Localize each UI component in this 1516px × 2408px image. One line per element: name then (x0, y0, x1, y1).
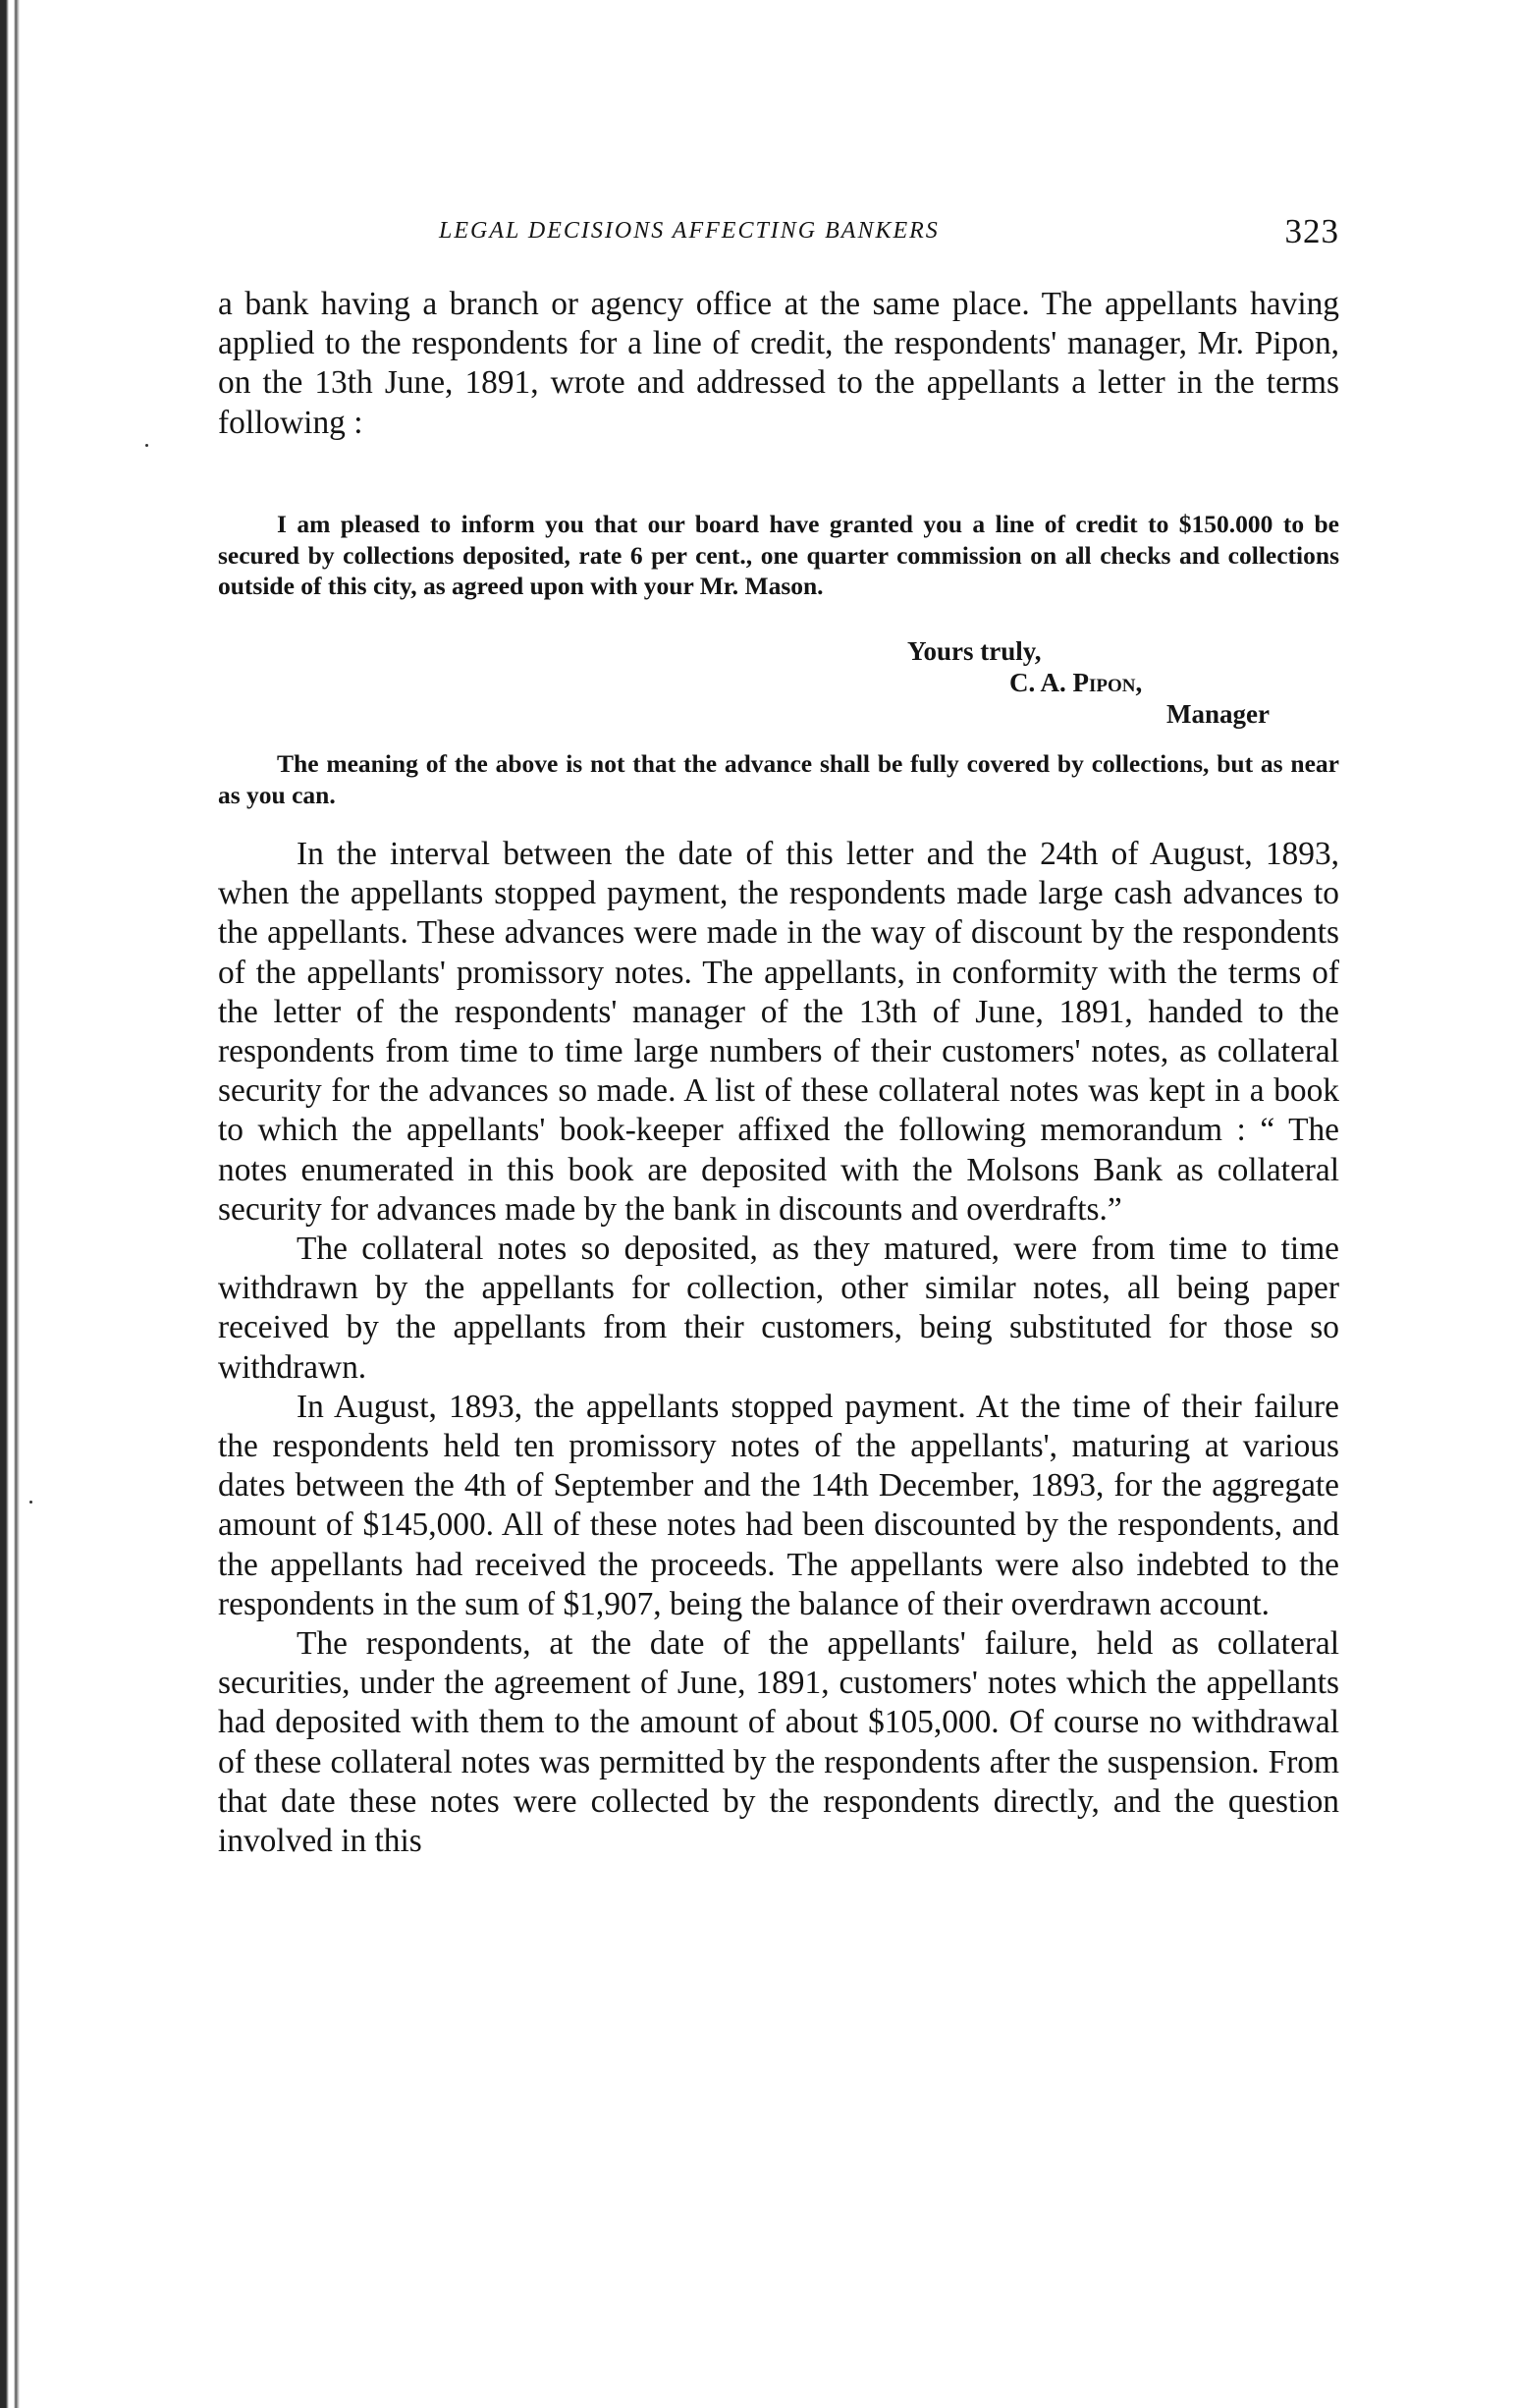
book-binding-edge (0, 0, 22, 2408)
opening-paragraph-block (218, 285, 1339, 443)
paragraph: In August, 1893, the appellants stopped payment. At the time of their failure the respondents held ten promissory notes of the appellants', maturing at various dates between the 4th of September and the 14th December, 1893, for the aggregate amount of $145,000. All of these notes had been discounted by the respondents, and the appellants had received the proceeds. The appellants were also indebted to the respondents in the sum of $1,907, being the balance of their overdrawn account. (218, 1388, 1339, 1622)
letter-closing: Yours truly, (907, 636, 1042, 666)
letter-signer: C. A. Pipon, (1009, 668, 1143, 697)
letter-postscript-block (218, 748, 1339, 810)
main-body (218, 835, 1339, 1861)
page-number: 323 (1284, 212, 1339, 250)
letter-signer-title: Manager (1166, 699, 1270, 729)
paragraph: The collateral notes so deposited, as they matured, were from time to time withdrawn by the appellants for collection, other similar notes, all being paper received by the appellants from their customers, being substituted for those so withdrawn. (218, 1231, 1339, 1386)
letter-body: I am pleased to inform you that our board have granted you a line of credit to $150.000 to be secured by collections deposited, rate 6 per cent., one quarter commission on all checks and collections outside of this city, as agreed upon with your Mr. Mason. (218, 510, 1339, 600)
page-speck (145, 444, 148, 447)
running-title: LEGAL DECISIONS AFFECTING BANKERS (439, 218, 940, 244)
letter-body-block (218, 509, 1339, 602)
paragraph: The respondents, at the date of the appellants' failure, held as collateral securities, under the agreement of June, 1891, customers' notes which the appellants had deposited with them to the amount of about $105,000. Of course no withdrawal of these collateral notes was permitted by the respondents after the suspension. From that date these notes were collected by the respondents directly, and the question involved in this (218, 1625, 1339, 1860)
page-speck (29, 1501, 32, 1504)
running-head (218, 212, 1339, 257)
opening-paragraph: a bank having a branch or agency office at the same place. The appellants having applied to the respondents for a line of credit, the respondents' manager, Mr. Pipon, on the 13th June, 1891, wrote and addressed to the appellants a letter in the terms following : (218, 286, 1339, 441)
paragraph: In the interval between the date of this letter and the 24th of August, 1893, when the appellants stopped payment, the respondents made large cash advances to the appellants. These advances were made in the way of discount by the respondents of the appellants' promissory notes. The appellants, in conformity with the terms of the letter of the respondents' manager of the 13th of June, 1891, handed to the respondents from time to time large numbers of their customers' notes, as collateral security for the advances so made. A list of these collateral notes was kept in a book to which the appellants' book-keeper affixed the following memorandum : “ The notes enumerated in this book are deposited with the Molsons Bank as collateral security for advances made by the bank in discounts and overdrafts.” (218, 836, 1339, 1228)
letter-postscript: The meaning of the above is not that the advance shall be fully covered by collections, but as near as you can. (218, 749, 1339, 809)
